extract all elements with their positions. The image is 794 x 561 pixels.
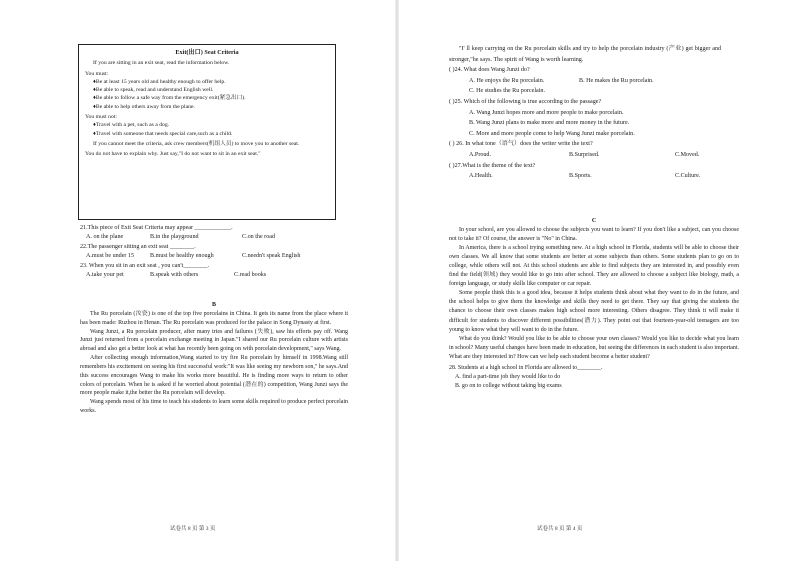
must-not-label: You must not:	[85, 114, 117, 121]
section-label: B	[212, 302, 216, 308]
question-stem: 22.The passenger sitting an exit seat ________.	[80, 243, 196, 250]
page-footer: 试卷共 8 页 第 3 页	[170, 526, 216, 532]
must-label: You must:	[85, 70, 109, 77]
passage-quote: "I' ll keep carrying on the Ru porcelain skills and try to help the porcelain industry (产业) get bigger and stronger,"he says. The spirit of Wang is worth learning.	[449, 46, 721, 63]
criteria-note: If you cannot meet the criteria, ask crew members(机组人员) to move you to another seat.	[93, 140, 300, 147]
question-stem: 28. Students at a high school in Florida are allowed to________.	[449, 364, 603, 371]
must-item: ♦Be at least 15 years old and healthy enough to offer help.	[93, 78, 226, 85]
passage-paragraph: The Ru porcelain (汝瓷) is one of the top five porcelains in China. It gets its name from the place where it has been made: Ruzhou in Henan. The Ru porcelain was produced for the palace in Song Dynasty at first.	[80, 310, 348, 326]
passage-c	[449, 217, 739, 391]
question-options	[449, 76, 721, 87]
option: C. He studies the Ru porcelain.	[469, 88, 545, 95]
option: B.Sports.	[569, 173, 592, 180]
question-stem: 23. When you sit in an exit seat , you can't________.	[80, 262, 210, 269]
option: C.needn't speak English	[242, 253, 301, 260]
option: C.Culture.	[675, 173, 701, 180]
question-options	[80, 233, 348, 242]
option: A.take your pet	[86, 272, 124, 279]
exit-seat-criteria-box	[78, 44, 336, 220]
page-footer: 试卷共 8 页 第 4 页	[537, 526, 583, 532]
option: B.Surprised.	[569, 151, 600, 158]
passage-paragraph: What do you think? Would you like to be able to choose your own classes? Would you like to decide what you learn in school? Many useful changes have been made in education, but seeing the differences in each student is also important. What are they interested in? How can we help each student become a better student?	[449, 335, 739, 360]
question-options	[449, 171, 721, 182]
must-item: ♦Be able to follow a safe way from the emergency exit(紧急出口).	[93, 95, 246, 102]
section-label: C	[591, 218, 597, 224]
passage-paragraph: In your school, are you allowed to choose the subjects you want to learn? If you don't like a subject, can you choose not to take it? Of course, the answer is "No" in China.	[449, 227, 739, 243]
question-stem: 21.This piece of Exit Seat Criteria may appear ____________.	[80, 225, 233, 231]
must-item: ♦Be able to help others away from the plane.	[93, 103, 195, 110]
question-options	[80, 271, 348, 280]
must-not-item: ♦Travel with a pet, such as a dog.	[93, 122, 170, 129]
right-page	[397, 0, 794, 561]
option: A.Proud.	[469, 151, 492, 158]
passage-paragraph: After collecting enough information,Wang started to try fire Ru porcelain by himself in 1998.Wang still remembers his excitement on seeing his first successful work:"It was like seeing my newborn son," he says.And this success encourages Wang to make his works more beautiful. He is finding more ways to return to other colors of porcelain. When he is asked if he worried about potential (潜在的) competition, Wang Junzi says the more people make it,the better the Ru porcelain will develop.	[80, 355, 348, 397]
passage-paragraph: Wang spends most of his time to teach his students to learn some skills required to produce perfect porcelain works.	[80, 399, 348, 415]
option: A.must be under 15	[86, 253, 135, 260]
option: A.Health.	[469, 173, 493, 180]
option: A. find a part-time job they would like to do	[455, 373, 561, 380]
option: C.Moved.	[675, 151, 700, 158]
question-options	[80, 252, 348, 261]
option: A. Wang Junzi hopes more and more people to make porcelain.	[469, 109, 624, 116]
must-item: ♦Be able to speak, read and understand English well.	[93, 87, 214, 94]
criteria-title: Exit(出口) Seat Criteria	[175, 49, 239, 56]
option: A. He enjoys the Ru porcelain.	[469, 77, 545, 84]
passage-paragraph: Wang Junzi, a Ru porcelain producer, after many tries and failures (失败), saw his efforts pay off. Wang Junzi just returned from a porcelain exchange meeting in Japan."I shared our Ru porcelain culture with artists abroad and also get a better look at what has recently been going on with porcelain development," says Wang.	[80, 328, 348, 353]
option: B. Wang Junzi plans to make more and more money in the future.	[469, 120, 630, 127]
questions-21-23	[80, 224, 348, 280]
option: C.read books	[234, 272, 267, 279]
passage-paragraph: Some people think this is a good idea, because it helps students think about what they want to do in the future, and the school helps to give them the knowledge and skills they need to get there. They say that giving the students the chance to choose their own classes makes high school more interesting. Others disagree. They think it will make it difficult for students to discover different possibilities(潜力). They point out that fourteen-year-old teenagers are too young to know what they will want to do in the future.	[449, 290, 739, 333]
question-stem: ( )25. Which of the following is true according to the passage?	[449, 98, 602, 105]
question-stem: ( )24. What does Wang Junzi do?	[449, 67, 530, 74]
question-stem: ( )27.What is the theme of the text?	[449, 162, 536, 169]
passage-b	[80, 301, 348, 416]
option: B.in the playground	[150, 234, 199, 241]
question-options	[449, 150, 721, 161]
question-stem: ( ) 26. In what tone（语气）does the writer write the text?	[449, 141, 593, 148]
criteria-intro: If you are sitting in an exit seat, read the information below.	[93, 60, 230, 67]
option: B. He makes the Ru porcelain.	[579, 77, 654, 84]
option: C.on the road	[242, 234, 276, 241]
must-not-item: ♦Travel with someone that needs special care,such as a child.	[93, 130, 233, 137]
option: B.must be healthy enough	[150, 253, 214, 260]
option: B.speak with others	[150, 272, 199, 279]
questions-24-27	[449, 44, 721, 182]
criteria-note: You do not have to explain why. Just say,"I do not want to sit in an exit seat."	[85, 151, 261, 158]
option: B. go on to college without taking big exams	[455, 382, 562, 389]
option: A. on the plane	[86, 234, 124, 241]
passage-paragraph: In America, there is a school trying something new. At a high school in Florida, students will be able to choose their own classes. We all know that some students are better at some subjects than others. Some students plan to go on to college, while others will not. At this school students are able to find subjects they are interested in, and possibly even find the field(领域) they would like to go into after school. They are allowed to choose a subject like biology, math, a foreign language, or study skills like computer or car repair.	[449, 245, 739, 288]
option: C. More and more people come to help Wang Junzi make porcelain.	[469, 130, 635, 137]
